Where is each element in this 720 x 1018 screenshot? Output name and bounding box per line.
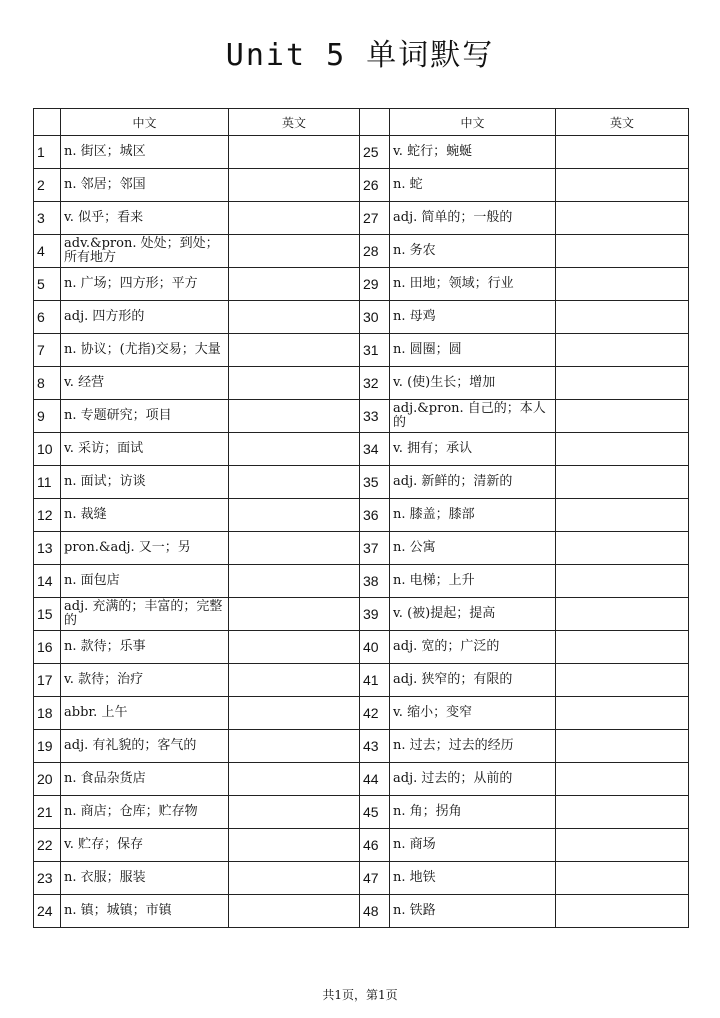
table-row bbox=[34, 499, 689, 532]
chinese-meaning: v. 缩小；变窄 bbox=[390, 697, 556, 730]
chinese-meaning: abbr. 上午 bbox=[61, 697, 229, 730]
english-answer-blank[interactable] bbox=[556, 730, 689, 763]
table-header-row bbox=[34, 109, 689, 136]
english-answer-blank[interactable] bbox=[229, 136, 360, 169]
table-row bbox=[34, 301, 689, 334]
table-row bbox=[34, 895, 689, 928]
item-number: 27 bbox=[360, 202, 390, 235]
item-number: 41 bbox=[360, 664, 390, 697]
english-answer-blank[interactable] bbox=[229, 268, 360, 301]
item-number: 31 bbox=[360, 334, 390, 367]
item-number: 34 bbox=[360, 433, 390, 466]
item-number: 18 bbox=[34, 697, 61, 730]
item-number: 24 bbox=[34, 895, 61, 928]
item-number: 5 bbox=[34, 268, 61, 301]
item-number: 32 bbox=[360, 367, 390, 400]
item-number: 16 bbox=[34, 631, 61, 664]
chinese-meaning: adj. 简单的；一般的 bbox=[390, 202, 556, 235]
page-title: Unit 5 单词默写 bbox=[225, 38, 495, 73]
english-answer-blank[interactable] bbox=[229, 895, 360, 928]
item-number: 3 bbox=[34, 202, 61, 235]
item-number: 47 bbox=[360, 862, 390, 895]
english-answer-blank[interactable] bbox=[556, 598, 689, 631]
table-row bbox=[34, 730, 689, 763]
item-number: 43 bbox=[360, 730, 390, 763]
english-answer-blank[interactable] bbox=[229, 532, 360, 565]
chinese-meaning: n. 款待；乐事 bbox=[61, 631, 229, 664]
table-row bbox=[34, 367, 689, 400]
english-answer-blank[interactable] bbox=[229, 763, 360, 796]
item-number: 28 bbox=[360, 235, 390, 268]
item-number: 17 bbox=[34, 664, 61, 697]
english-answer-blank[interactable] bbox=[556, 829, 689, 862]
header-english-left: 英文 bbox=[229, 109, 360, 136]
english-answer-blank[interactable] bbox=[556, 169, 689, 202]
chinese-meaning: adj. 有礼貌的；客气的 bbox=[61, 730, 229, 763]
english-answer-blank[interactable] bbox=[556, 466, 689, 499]
table-row bbox=[34, 268, 689, 301]
chinese-meaning: adj. 充满的；丰富的；完整的 bbox=[61, 598, 229, 631]
header-chinese-left: 中文 bbox=[61, 109, 229, 136]
english-answer-blank[interactable] bbox=[556, 334, 689, 367]
chinese-meaning: n. 邻居；邻国 bbox=[61, 169, 229, 202]
item-number: 42 bbox=[360, 697, 390, 730]
item-number: 37 bbox=[360, 532, 390, 565]
item-number: 14 bbox=[34, 565, 61, 598]
chinese-meaning: n. 电梯；上升 bbox=[390, 565, 556, 598]
chinese-meaning: n. 商场 bbox=[390, 829, 556, 862]
chinese-meaning: n. 蛇 bbox=[390, 169, 556, 202]
chinese-meaning: n. 田地；领域；行业 bbox=[390, 268, 556, 301]
english-answer-blank[interactable] bbox=[556, 202, 689, 235]
table-row bbox=[34, 334, 689, 367]
english-answer-blank[interactable] bbox=[229, 169, 360, 202]
table-row bbox=[34, 136, 689, 169]
english-answer-blank[interactable] bbox=[556, 499, 689, 532]
chinese-meaning: v. 款待；治疗 bbox=[61, 664, 229, 697]
chinese-meaning: n. 公寓 bbox=[390, 532, 556, 565]
english-answer-blank[interactable] bbox=[556, 400, 689, 433]
chinese-meaning: pron.&adj. 又一；另 bbox=[61, 532, 229, 565]
chinese-meaning: v. (被)提起；提高 bbox=[390, 598, 556, 631]
chinese-meaning: n. 裁缝 bbox=[61, 499, 229, 532]
table-row bbox=[34, 532, 689, 565]
table-row bbox=[34, 664, 689, 697]
item-number: 23 bbox=[34, 862, 61, 895]
chinese-meaning: n. 面试；访谈 bbox=[61, 466, 229, 499]
item-number: 21 bbox=[34, 796, 61, 829]
item-number: 15 bbox=[34, 598, 61, 631]
chinese-meaning: adj. 过去的；从前的 bbox=[390, 763, 556, 796]
chinese-meaning: n. 衣服；服装 bbox=[61, 862, 229, 895]
english-answer-blank[interactable] bbox=[556, 532, 689, 565]
english-answer-blank[interactable] bbox=[556, 697, 689, 730]
item-number: 7 bbox=[34, 334, 61, 367]
item-number: 30 bbox=[360, 301, 390, 334]
chinese-meaning: adj.&pron. 自己的；本人的 bbox=[390, 400, 556, 433]
table-row bbox=[34, 433, 689, 466]
chinese-meaning: n. 商店；仓库；贮存物 bbox=[61, 796, 229, 829]
english-answer-blank[interactable] bbox=[229, 565, 360, 598]
item-number: 44 bbox=[360, 763, 390, 796]
item-number: 1 bbox=[34, 136, 61, 169]
header-num-left bbox=[34, 109, 61, 136]
english-answer-blank[interactable] bbox=[556, 235, 689, 268]
english-answer-blank[interactable] bbox=[229, 631, 360, 664]
chinese-meaning: v. 拥有；承认 bbox=[390, 433, 556, 466]
english-answer-blank[interactable] bbox=[229, 862, 360, 895]
item-number: 36 bbox=[360, 499, 390, 532]
item-number: 4 bbox=[34, 235, 61, 268]
english-answer-blank[interactable] bbox=[229, 697, 360, 730]
english-answer-blank[interactable] bbox=[556, 631, 689, 664]
table-row bbox=[34, 466, 689, 499]
chinese-meaning: adj. 新鲜的；清新的 bbox=[390, 466, 556, 499]
english-answer-blank[interactable] bbox=[556, 763, 689, 796]
table-row bbox=[34, 697, 689, 730]
chinese-meaning: v. 经营 bbox=[61, 367, 229, 400]
item-number: 10 bbox=[34, 433, 61, 466]
table-row bbox=[34, 235, 689, 268]
chinese-meaning: n. 膝盖；膝部 bbox=[390, 499, 556, 532]
chinese-meaning: adj. 狭窄的；有限的 bbox=[390, 664, 556, 697]
chinese-meaning: n. 角；拐角 bbox=[390, 796, 556, 829]
item-number: 45 bbox=[360, 796, 390, 829]
chinese-meaning: n. 协议；(尤指)交易；大量 bbox=[61, 334, 229, 367]
english-answer-blank[interactable] bbox=[229, 433, 360, 466]
chinese-meaning: n. 圆圈；圆 bbox=[390, 334, 556, 367]
english-answer-blank[interactable] bbox=[229, 400, 360, 433]
item-number: 25 bbox=[360, 136, 390, 169]
item-number: 6 bbox=[34, 301, 61, 334]
table-row bbox=[34, 796, 689, 829]
chinese-meaning: n. 镇；城镇；市镇 bbox=[61, 895, 229, 928]
header-num-right bbox=[360, 109, 390, 136]
english-answer-blank[interactable] bbox=[229, 235, 360, 268]
chinese-meaning: n. 务农 bbox=[390, 235, 556, 268]
english-answer-blank[interactable] bbox=[229, 334, 360, 367]
chinese-meaning: n. 铁路 bbox=[390, 895, 556, 928]
english-answer-blank[interactable] bbox=[556, 433, 689, 466]
english-answer-blank[interactable] bbox=[229, 829, 360, 862]
table-row bbox=[34, 763, 689, 796]
chinese-meaning: n. 食品杂货店 bbox=[61, 763, 229, 796]
english-answer-blank[interactable] bbox=[229, 466, 360, 499]
english-answer-blank[interactable] bbox=[556, 895, 689, 928]
chinese-meaning: v. 贮存；保存 bbox=[61, 829, 229, 862]
item-number: 29 bbox=[360, 268, 390, 301]
table-row bbox=[34, 598, 689, 631]
table-row bbox=[34, 829, 689, 862]
english-answer-blank[interactable] bbox=[229, 598, 360, 631]
item-number: 40 bbox=[360, 631, 390, 664]
item-number: 8 bbox=[34, 367, 61, 400]
chinese-meaning: n. 专题研究；项目 bbox=[61, 400, 229, 433]
item-number: 19 bbox=[34, 730, 61, 763]
table-row bbox=[34, 565, 689, 598]
english-answer-blank[interactable] bbox=[556, 664, 689, 697]
table-row bbox=[34, 169, 689, 202]
english-answer-blank[interactable] bbox=[556, 268, 689, 301]
item-number: 22 bbox=[34, 829, 61, 862]
item-number: 11 bbox=[34, 466, 61, 499]
item-number: 39 bbox=[360, 598, 390, 631]
item-number: 46 bbox=[360, 829, 390, 862]
chinese-meaning: n. 面包店 bbox=[61, 565, 229, 598]
page-footer: 共1页，第1页 bbox=[322, 988, 398, 1002]
english-answer-blank[interactable] bbox=[229, 202, 360, 235]
chinese-meaning: v. 采访；面试 bbox=[61, 433, 229, 466]
chinese-meaning: n. 广场；四方形；平方 bbox=[61, 268, 229, 301]
english-answer-blank[interactable] bbox=[556, 301, 689, 334]
chinese-meaning: n. 母鸡 bbox=[390, 301, 556, 334]
item-number: 9 bbox=[34, 400, 61, 433]
item-number: 13 bbox=[34, 532, 61, 565]
english-answer-blank[interactable] bbox=[229, 301, 360, 334]
english-answer-blank[interactable] bbox=[556, 367, 689, 400]
english-answer-blank[interactable] bbox=[229, 367, 360, 400]
header-english-right: 英文 bbox=[556, 109, 689, 136]
item-number: 33 bbox=[360, 400, 390, 433]
english-answer-blank[interactable] bbox=[229, 499, 360, 532]
chinese-meaning: adj. 宽的；广泛的 bbox=[390, 631, 556, 664]
english-answer-blank[interactable] bbox=[229, 796, 360, 829]
table-row bbox=[34, 631, 689, 664]
item-number: 48 bbox=[360, 895, 390, 928]
vocabulary-table bbox=[33, 108, 689, 928]
chinese-meaning: n. 过去；过去的经历 bbox=[390, 730, 556, 763]
item-number: 12 bbox=[34, 499, 61, 532]
chinese-meaning: adv.&pron. 处处；到处；所有地方 bbox=[61, 235, 229, 268]
english-answer-blank[interactable] bbox=[556, 136, 689, 169]
chinese-meaning: v. 蛇行；蜿蜒 bbox=[390, 136, 556, 169]
english-answer-blank[interactable] bbox=[556, 565, 689, 598]
english-answer-blank[interactable] bbox=[556, 862, 689, 895]
item-number: 35 bbox=[360, 466, 390, 499]
item-number: 26 bbox=[360, 169, 390, 202]
header-chinese-right: 中文 bbox=[390, 109, 556, 136]
item-number: 38 bbox=[360, 565, 390, 598]
table-row bbox=[34, 202, 689, 235]
table-row bbox=[34, 862, 689, 895]
english-answer-blank[interactable] bbox=[229, 730, 360, 763]
chinese-meaning: adj. 四方形的 bbox=[61, 301, 229, 334]
item-number: 2 bbox=[34, 169, 61, 202]
item-number: 20 bbox=[34, 763, 61, 796]
chinese-meaning: n. 街区；城区 bbox=[61, 136, 229, 169]
english-answer-blank[interactable] bbox=[229, 664, 360, 697]
english-answer-blank[interactable] bbox=[556, 796, 689, 829]
table-row bbox=[34, 400, 689, 433]
chinese-meaning: v. (使)生长；增加 bbox=[390, 367, 556, 400]
chinese-meaning: n. 地铁 bbox=[390, 862, 556, 895]
chinese-meaning: v. 似乎；看来 bbox=[61, 202, 229, 235]
